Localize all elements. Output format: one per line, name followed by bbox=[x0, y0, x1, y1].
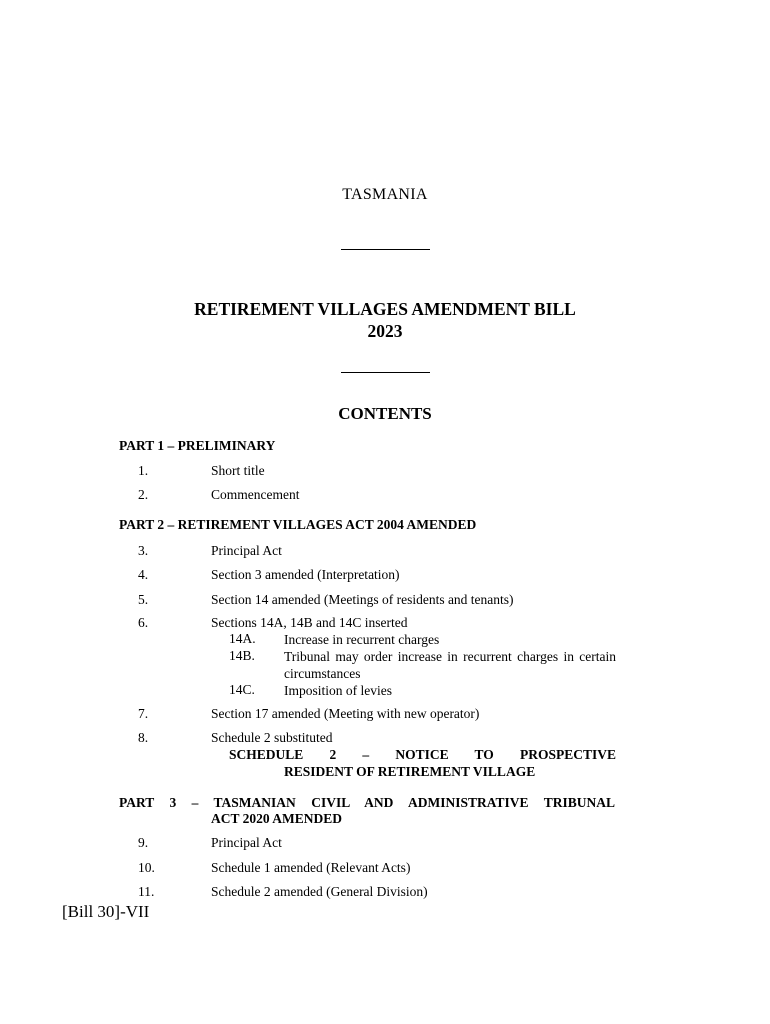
contents-entry[interactable]: Principal Act bbox=[211, 835, 282, 850]
part-heading: PART 1 – PRELIMINARY bbox=[119, 438, 276, 453]
sub-contents-entry[interactable]: Tribunal may order increase in recurrent charges in certain circumstances bbox=[284, 649, 616, 681]
bill-title bbox=[0, 298, 770, 342]
schedule-heading-line: RESIDENT OF RETIREMENT VILLAGE bbox=[284, 764, 536, 779]
contents-heading: CONTENTS bbox=[338, 404, 432, 423]
item-number: 1. bbox=[138, 463, 149, 478]
sub-contents-entry[interactable]: Imposition of levies bbox=[284, 683, 392, 698]
bill-footer-reference: [Bill 30]-VII bbox=[62, 902, 150, 921]
item-number: 2. bbox=[138, 487, 149, 502]
separator-rule bbox=[341, 372, 430, 373]
schedule-heading-line: SCHEDULE 2 – NOTICE TO PROSPECTIVE bbox=[229, 747, 616, 762]
item-number: 7. bbox=[138, 706, 149, 721]
sub-item-number: 14B. bbox=[229, 648, 255, 663]
contents-entry[interactable]: Principal Act bbox=[211, 543, 282, 558]
contents-entry[interactable]: Section 14 amended (Meetings of residents and tenants) bbox=[211, 592, 514, 607]
contents-entry[interactable]: Section 3 amended (Interpretation) bbox=[211, 567, 400, 582]
part-heading bbox=[119, 795, 615, 827]
item-number: 5. bbox=[138, 592, 149, 607]
contents-entry[interactable]: Schedule 2 amended (General Division) bbox=[211, 884, 428, 899]
contents-entry[interactable]: Sections 14A, 14B and 14C inserted bbox=[211, 615, 408, 630]
item-number: 3. bbox=[138, 543, 149, 558]
contents-entry[interactable]: Section 17 amended (Meeting with new operator) bbox=[211, 706, 480, 721]
item-number: 6. bbox=[138, 615, 149, 630]
item-number: 4. bbox=[138, 567, 149, 582]
separator-rule bbox=[341, 249, 430, 250]
item-number: 11. bbox=[138, 884, 155, 899]
bill-year: 2023 bbox=[367, 321, 403, 341]
schedule-heading[interactable] bbox=[229, 746, 616, 780]
item-number: 9. bbox=[138, 835, 149, 850]
sub-contents-entry[interactable]: Increase in recurrent charges bbox=[284, 632, 440, 647]
bill-title-line: RETIREMENT VILLAGES AMENDMENT BILL bbox=[194, 299, 576, 319]
contents-entry[interactable]: Short title bbox=[211, 463, 265, 478]
part-heading-line: ACT 2020 AMENDED bbox=[211, 811, 343, 826]
contents-entry[interactable]: Schedule 2 substituted bbox=[211, 730, 333, 745]
part-heading: PART 2 – RETIREMENT VILLAGES ACT 2004 AMENDED bbox=[119, 517, 477, 532]
contents-entry[interactable]: Schedule 1 amended (Relevant Acts) bbox=[211, 860, 411, 875]
item-number: 10. bbox=[138, 860, 155, 875]
part-heading-line: PART 3 – TASMANIAN CIVIL AND ADMINISTRATIVE TRIBUNAL bbox=[119, 795, 615, 810]
sub-item-number: 14C. bbox=[229, 682, 255, 697]
contents-entry[interactable]: Commencement bbox=[211, 487, 300, 502]
sub-item-number: 14A. bbox=[229, 631, 256, 646]
item-number: 8. bbox=[138, 730, 149, 745]
jurisdiction-heading: TASMANIA bbox=[342, 186, 428, 203]
